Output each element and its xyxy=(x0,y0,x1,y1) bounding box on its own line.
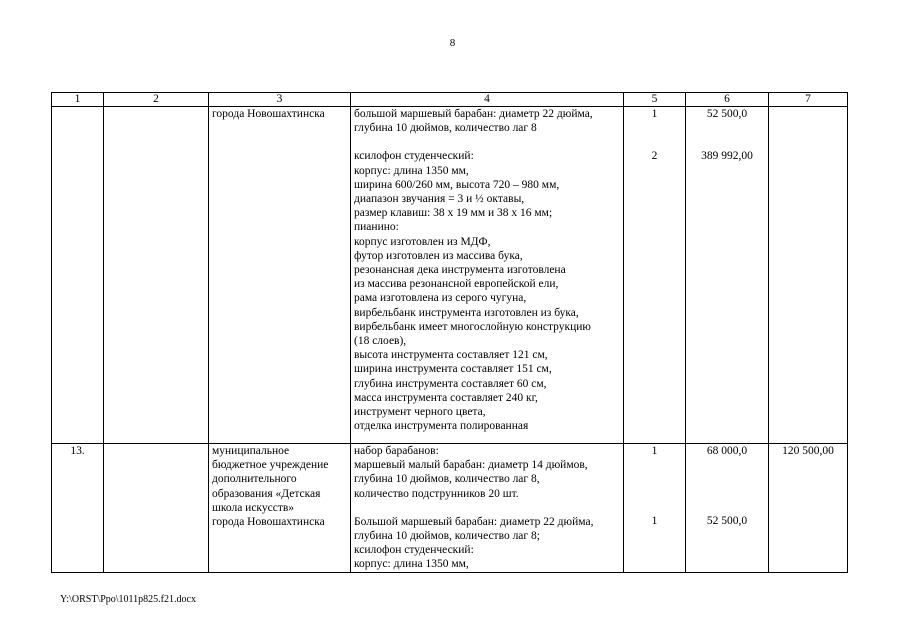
table-row xyxy=(52,444,848,573)
price-value: 389 992,00 xyxy=(701,150,753,163)
row-number-cell: 13. xyxy=(52,444,104,573)
text-line: из массива резонансной европейской ели, xyxy=(354,278,559,291)
price-cell xyxy=(686,444,769,573)
empty-cell xyxy=(104,444,209,573)
text-line: масса инструмента составляет 240 кг, xyxy=(354,391,538,404)
quantity-value: 1 xyxy=(651,108,658,120)
text-line: футор изготовлен из массива бука, xyxy=(354,249,523,262)
table-row xyxy=(52,107,848,444)
text-line: маршевый малый барабан: диаметр 14 дюймов, xyxy=(354,459,588,472)
text-line: города Новошахтинска xyxy=(212,108,325,120)
text-line: глубина 10 дюймов, количество лаг 8; xyxy=(354,530,540,543)
description-cell xyxy=(351,107,624,444)
column-header: 4 xyxy=(351,93,624,107)
text-line: образования «Детская xyxy=(212,487,321,500)
total-cell xyxy=(769,444,848,573)
quantity-value: 1 xyxy=(651,445,658,457)
text-line: ксилофон студенческий: xyxy=(354,150,474,163)
text-line: набор барабанов: xyxy=(354,445,439,457)
text-line: ксилофон студенческий: xyxy=(354,544,474,557)
text-line: инструмент черного цвета, xyxy=(354,406,486,419)
institution-cell xyxy=(209,444,351,573)
quantity-value: 2 xyxy=(651,150,658,163)
text-line: бюджетное учреждение xyxy=(212,459,329,472)
text-line: диапазон звучания = 3 и ½ октавы, xyxy=(354,193,525,206)
price-cell xyxy=(686,107,769,444)
row-number-cell xyxy=(52,107,104,444)
quantity-value: 1 xyxy=(651,515,658,528)
text-line: корпус изготовлен из МДФ, xyxy=(354,235,491,248)
text-line: вирбельбанк имеет многослойную конструкцию xyxy=(354,320,592,333)
text-line: резонансная дека инструмента изготовлена xyxy=(354,264,566,277)
text-line: пианино: xyxy=(354,221,399,234)
text-line: ширина инструмента составляет 151 см, xyxy=(354,363,552,376)
text-line: большой маршевый барабан: диаметр 22 дюйма, xyxy=(354,108,593,120)
institution-cell xyxy=(209,107,351,444)
text-line: муниципальное xyxy=(212,445,290,457)
text-line: корпус: длина 1350 мм, xyxy=(354,558,469,571)
text-line: высота инструмента составляет 121 см, xyxy=(354,349,548,362)
equipment-table xyxy=(51,92,848,573)
text-line: (18 слоев), xyxy=(354,335,407,348)
description-cell xyxy=(351,444,624,573)
text-line: глубина 10 дюймов, количество лаг 8, xyxy=(354,473,540,486)
price-value: 68 000,0 xyxy=(706,445,748,457)
price-value: 52 500,0 xyxy=(706,108,748,120)
column-header: 5 xyxy=(624,93,686,107)
page-number: 8 xyxy=(449,37,456,49)
total-cell xyxy=(769,107,848,444)
column-header: 3 xyxy=(209,93,351,107)
text-line: глубина 10 дюймов, количество лаг 8 xyxy=(354,122,537,135)
text-line: ширина 600/260 мм, высота 720 – 980 мм, xyxy=(354,178,560,191)
column-header: 7 xyxy=(769,93,848,107)
text-line: Большой маршевый барабан: диаметр 22 дюйма, xyxy=(354,515,594,528)
empty-cell xyxy=(104,107,209,444)
text-line: отделка инструмента полированная xyxy=(354,420,529,433)
column-header: 1 xyxy=(52,93,104,107)
total-value: 120 500,00 xyxy=(782,445,834,457)
column-header: 2 xyxy=(104,93,209,107)
text-line: глубина инструмента составляет 60 см, xyxy=(354,377,547,390)
text-line: дополнительного xyxy=(212,473,297,486)
text-line: рама изготовлена из серого чугуна, xyxy=(354,292,527,305)
text-line: вирбельбанк инструмента изготовлен из бука, xyxy=(354,306,579,319)
text-line: школа искусств» xyxy=(212,501,295,514)
quantity-cell xyxy=(624,444,686,573)
column-header: 6 xyxy=(686,93,769,107)
text-line: размер клавиш: 38 х 19 мм и 38 х 16 мм; xyxy=(354,207,553,220)
text-line: города Новошахтинска xyxy=(212,516,325,529)
quantity-cell xyxy=(624,107,686,444)
footer-file-path: Y:\ORST\Ppo\1011p825.f21.docx xyxy=(60,594,196,605)
price-value: 52 500,0 xyxy=(706,515,748,528)
table-header-row xyxy=(52,93,848,107)
text-line: корпус: длина 1350 мм, xyxy=(354,164,469,177)
text-line: количество подструнников 20 шт. xyxy=(354,487,519,500)
